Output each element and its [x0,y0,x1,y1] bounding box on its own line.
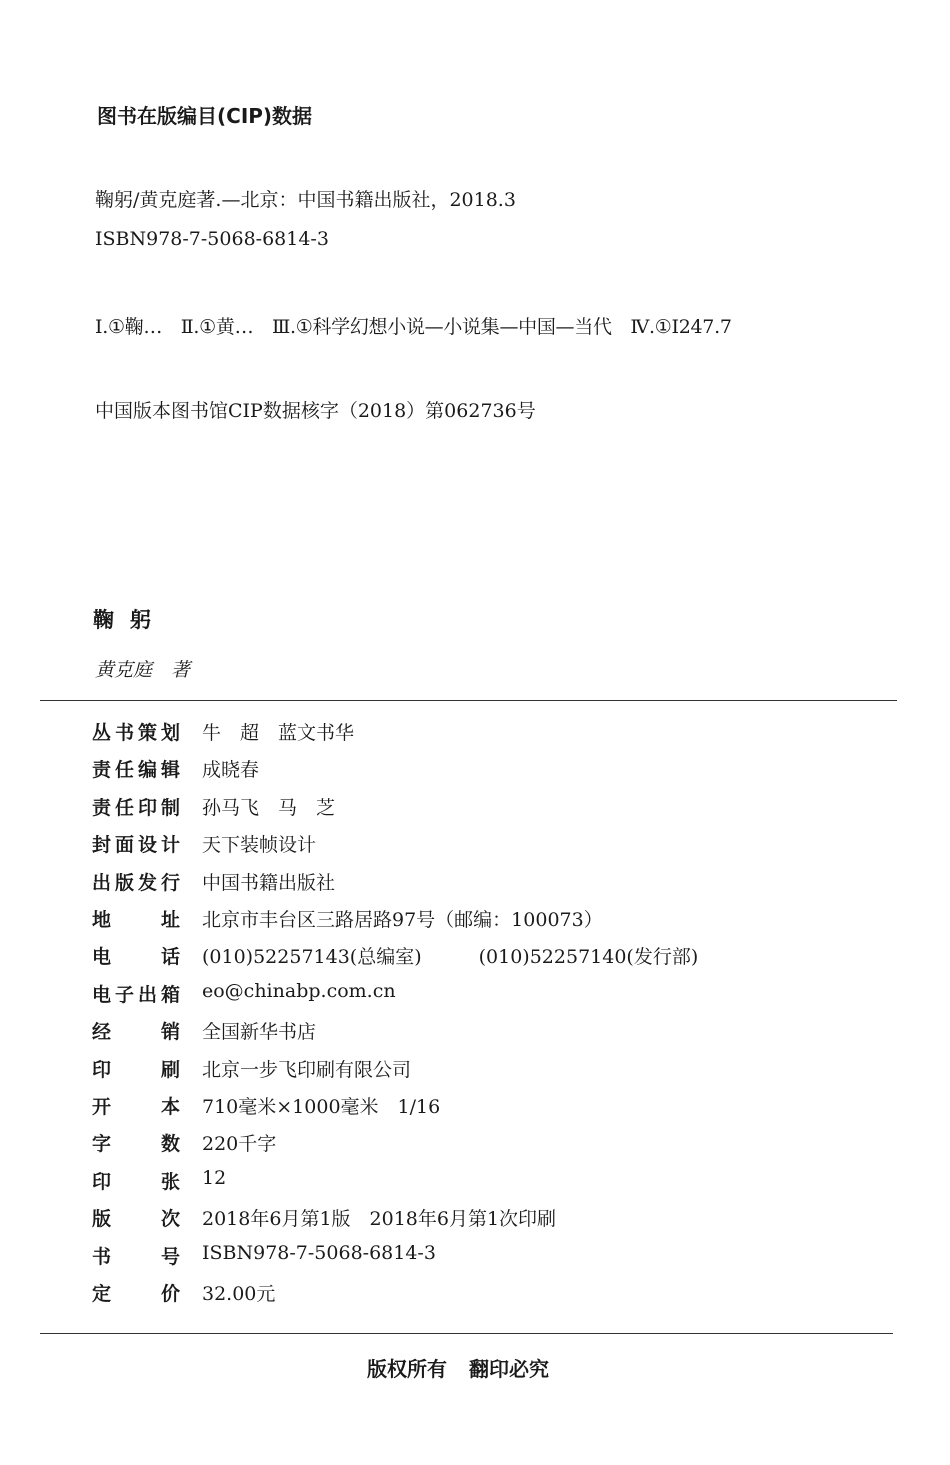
detail-value: 成晓春 [202,759,260,782]
detail-value: (010)52257143(总编室) (010)52257140(发行部) [202,946,699,969]
detail-row [92,793,872,823]
detail-row [92,980,872,1010]
detail-value: 全国新华书店 [202,1021,317,1044]
detail-label: 责 任 编 辑 [92,759,180,782]
detail-label: 电 子 出 箱 [92,983,180,1006]
detail-value: 710毫米×1000毫米 1/16 [202,1096,441,1118]
detail-label: 丛 书 策 划 [92,722,180,744]
detail-row [92,755,872,785]
copyright-notice [367,1353,571,1382]
detail-row [92,1204,872,1234]
detail-label: 版 次 [92,1208,180,1231]
detail-value: 2018年6月第1版 2018年6月第1次印刷 [202,1208,557,1231]
book-title: 鞠躬 [93,608,167,632]
cip-isbn-line: ISBN978-7-5068-6814-3 [95,228,329,250]
cip-heading: 图书在版编目(CIP)数据 [97,104,313,128]
detail-value: ISBN978-7-5068-6814-3 [202,1241,436,1264]
detail-row [92,1017,872,1047]
cip-verification-line: 中国版本图书馆CIP数据核字（2018）第062736号 [95,400,536,422]
detail-row [92,868,872,898]
detail-label: 字 数 [92,1133,180,1156]
no-reprint-text: 翻印必究 [469,1357,549,1381]
rights-reserved-text: 版权所有 [367,1357,447,1381]
detail-row [92,942,872,972]
detail-value: 牛 超 蓝文书华 [202,722,355,744]
detail-value: eo@chinabp.com.cn [202,979,396,1002]
book-author: 黄克庭 著 [95,659,191,681]
cip-bibliographic-line: 鞠躬/黄克庭著.—北京：中国书籍出版社，2018.3 [95,189,516,211]
detail-value: 孙马飞 马 芝 [202,796,336,819]
detail-row [92,1092,872,1122]
detail-row [92,1242,872,1272]
detail-label: 经 销 [92,1021,180,1044]
detail-value: 北京一步飞印刷有限公司 [202,1058,412,1081]
detail-row [92,1129,872,1159]
detail-label: 封 面 设 计 [92,834,180,857]
detail-value: 32.00元 [202,1283,276,1305]
detail-row [92,1279,872,1309]
top-rule [40,700,897,701]
detail-row [92,830,872,860]
detail-label: 地 址 [92,909,180,931]
bottom-rule [40,1333,893,1334]
detail-row [92,1055,872,1085]
detail-value: 北京市丰台区三路居路97号（邮编：100073） [202,909,603,931]
detail-value: 天下装帧设计 [202,834,317,857]
detail-value: 12 [202,1166,227,1189]
detail-row [92,1167,872,1197]
cip-classification-line: Ⅰ.①鞠… Ⅱ.①黄… Ⅲ.①科学幻想小说—小说集—中国—当代 Ⅳ.①I247.7 [95,316,732,338]
detail-value: 220千字 [202,1133,277,1156]
detail-label: 出 版 发 行 [92,871,180,894]
detail-label: 印 张 [92,1170,180,1193]
detail-row [92,905,872,935]
detail-value: 中国书籍出版社 [202,871,336,894]
detail-label: 定 价 [92,1283,180,1305]
detail-label: 开 本 [92,1096,180,1118]
detail-label: 书 号 [92,1245,180,1268]
detail-row [92,718,872,748]
detail-label: 印 刷 [92,1058,180,1081]
detail-label: 责 任 印 制 [92,796,180,819]
detail-label: 电 话 [92,946,180,969]
